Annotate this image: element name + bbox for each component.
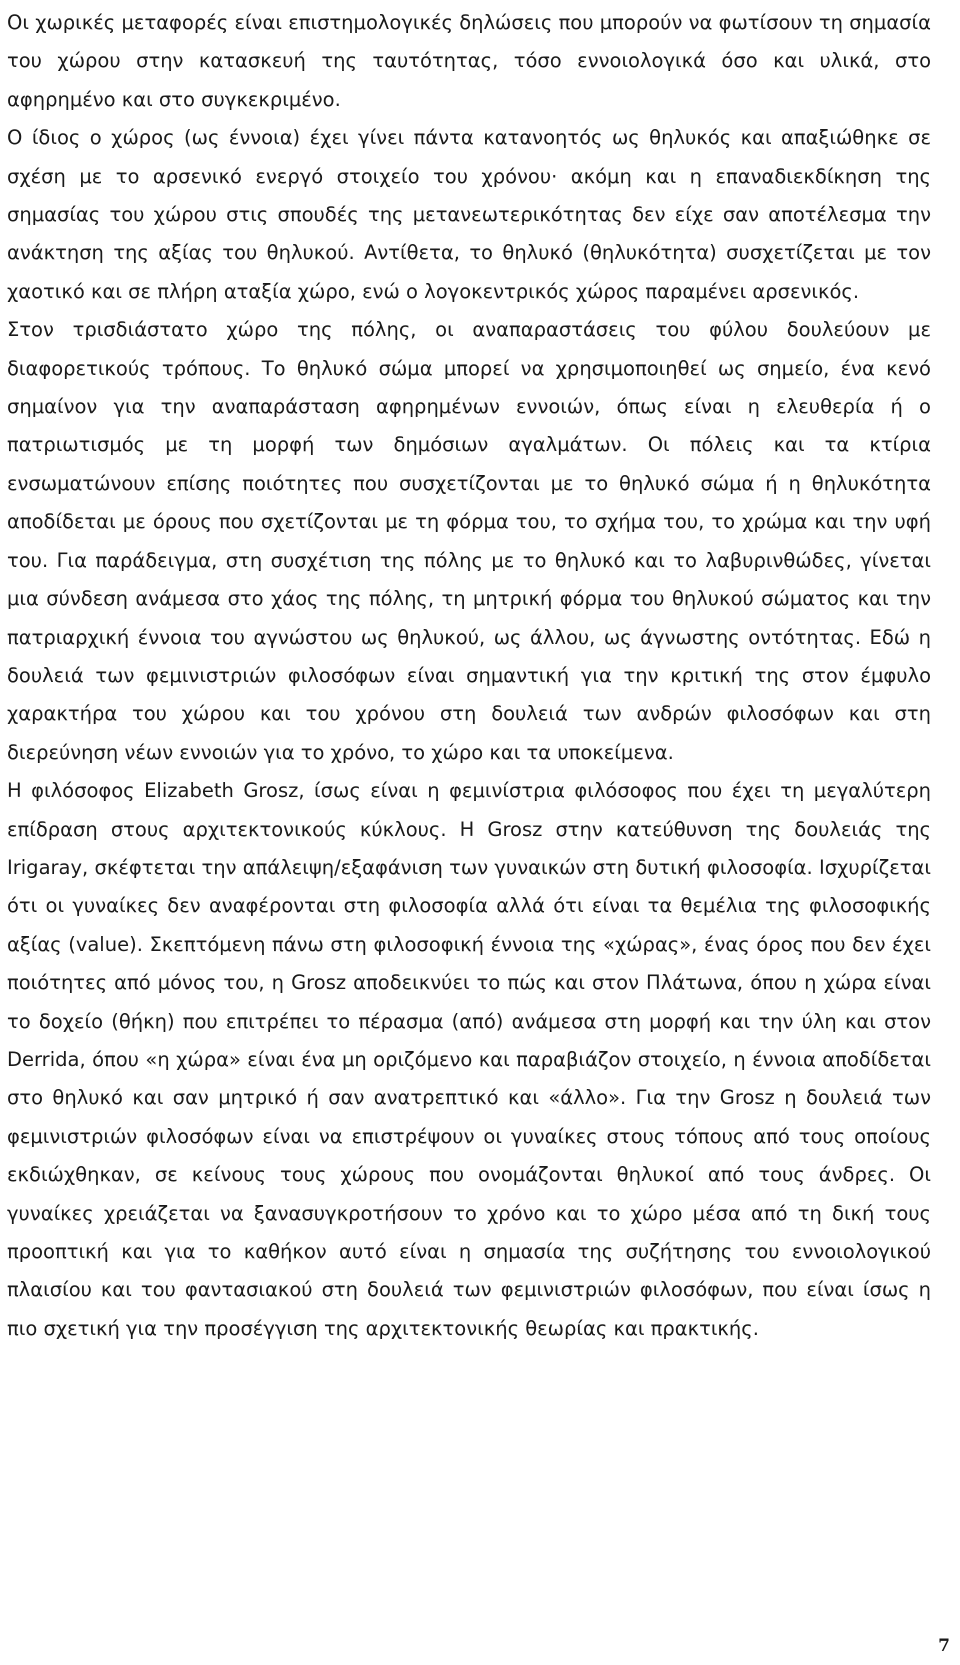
paragraph-spatial-metaphors: Οι χωρικές μεταφορές είναι επιστημολογικές δηλώσεις που μπορούν να φωτίσουν τη σημασία του χώρου στην κατασκευή της ταυτότητας, τόσο εννοιολογικά όσο και υλικά, στο αφηρημένο και στο συγκεκριμένο. [7,11,931,111]
paragraph-space-as-feminine: Ο ίδιος ο χώρος (ως έννοια) έχει γίνει πάντα κατανοητός ως θηλυκός και απαξιώθηκε σε σχέση με το αρσενικό ενεργό στοιχείο του χρόνου· ακόμη και η επαναδιεκδίκηση της σημασίας του χώρου στις σπουδές της μετανεωτερικότητας δεν είχε σαν αποτέλεσμα την ανάκτηση της αξίας του θηλυκού. Αντίθετα, το θηλυκό (θηλυκότητα) συσχετίζεται με τον χαοτικό και σε πλήρη αταξία χώρο, ενώ ο λογοκεντρικός χώρος παραμένει αρσενικός. [7,126,931,303]
paragraph-city-gender-representation: Στον τρισδιάστατο χώρο της πόλης, οι αναπαραστάσεις του φύλου δουλεύουν με διαφορετικούς τρόπους. Το θηλυκό σώμα μπορεί να χρησιμοποιηθεί ως σημείο, ένα κενό σημαίνον για την αναπαράσταση αφηρημένων εννοιών, όπως είναι η ελευθερία ή ο πατριωτισμός με τη μορφή των δημόσιων αγαλμάτων. Οι πόλεις και τα κτίρια ενσωματώνουν επίσης ποιότητες που συσχετίζονται με το θηλυκό σώμα ή η θηλυκότητα αποδίδεται με όρους που σχετίζονται με τη φόρμα του, το σχήμα του, το χρώμα και την υφή του. Για παράδειγμα, στη συσχέτιση της πόλης με το θηλυκό και το λαβυρινθώδες, γίνεται μια σύνδεση ανάμεσα στο χάος της πόλης, τη μητρική φόρμα του θηλυκού σώματος και την πατριαρχική έννοια του αγνώστου ως θηλυκού, ως άλλου, ως άγνωστης οντότητας. Εδώ η δουλειά των φεμινιστριών φιλοσόφων είναι σημαντική για την κριτική της στον έμφυλο χαρακτήρα του χώρου και του χρόνου στη δουλειά των ανδρών φιλοσόφων και στη διερεύνηση νέων εννοιών για το χρόνο, το χώρο και τα υποκείμενα. [7,318,931,764]
page-number: 7 [938,1636,950,1656]
document-body [7,4,931,1348]
paragraph-elizabeth-grosz: Η φιλόσοφος Elizabeth Grosz, ίσως είναι η φεμινίστρια φιλόσοφος που έχει τη μεγαλύτερη επίδραση στους αρχιτεκτονικούς κύκλους. Η Grosz στην κατεύθυνση της δουλειάς της Irigaray, σκέφτεται την απάλειψη/εξαφάνιση των γυναικών στη δυτική φιλοσοφία. Ισχυρίζεται ότι οι γυναίκες δεν αναφέρονται στη φιλοσοφία αλλά ότι είναι τα θεμέλια της φιλοσοφικής αξίας (value). Σκεπτόμενη πάνω στη φιλοσοφική έννοια της «χώρας», ένας όρος που δεν έχει ποιότητες από μόνος του, η Grosz αποδεικνύει το πώς και στον Πλάτωνα, όπου η χώρα είναι το δοχείο (θήκη) που επιτρέπει το πέρασμα (από) ανάμεσα στη μορφή και την ύλη και στον Derrida, όπου «η χώρα» είναι ένα μη οριζόμενο και παραβιάζον στοιχείο, η έννοια αποδίδεται στο θηλυκό και σαν μητρικό ή σαν ανατρεπτικό και «άλλο». Για την Grosz η δουλειά των φεμινιστριών φιλοσόφων είναι να επιστρέψουν οι γυναίκες στους τόπους από τους οποίους εκδιώχθηκαν, σε κείνους τους χώρους που ονομάζονται θηλυκοί από τους άνδρες. Οι γυναίκες χρειάζεται να ξανασυγκροτήσουν το χρόνο και το χώρο μέσα από τη δική τους προοπτική και για το καθήκον αυτό είναι η σημασία της συζήτησης του εννοιολογικού πλαισίου και του φαντασιακού στη δουλειά των φεμινιστριών φιλοσόφων, που είναι ίσως η πιο σχετική για την προσέγγιση της αρχιτεκτονικής θεωρίας και πρακτικής. [7,779,931,1340]
